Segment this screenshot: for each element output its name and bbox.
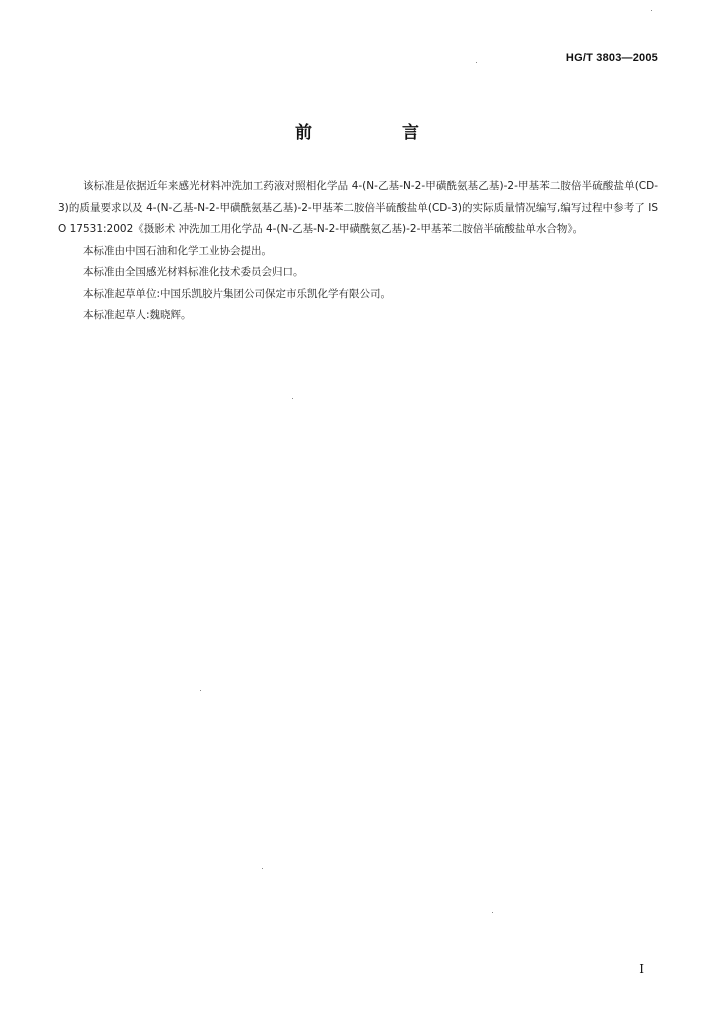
paragraph-drafting-unit: 本标准起草单位:中国乐凯胶片集团公司保定市乐凯化学有限公司。: [83, 287, 392, 300]
paragraph-drafter: 本标准起草人:魏晓辉。: [83, 309, 192, 321]
standard-code: HG/T 3803—2005: [565, 52, 658, 64]
page-title: 前 言: [295, 123, 461, 143]
scan-speck: [651, 10, 652, 11]
scan-speck: [200, 690, 201, 691]
scan-speck: [262, 868, 263, 869]
scan-speck: [492, 912, 493, 913]
page-number: I: [639, 962, 644, 976]
paragraph-proposer: 本标准由中国石油和化学工业协会提出。: [83, 244, 272, 257]
scan-speck: [292, 398, 293, 399]
paragraph-basis: 该标准是依据近年来感光材料冲洗加工药液对照相化学品 4-(N-乙基-N-2-甲磺酰氨基乙基)-2-甲基苯二胺倍半硫酸盐单(CD-3)的质量要求以及 4-(N-乙基-N-2-甲磺酰氨基乙基)-2-甲基苯二胺倍半硫酸盐单(CD-3)的实际质量情况编写,编写过程中参考了 ISO 17531:2002《摄影术 冲洗加工用化学品 4-(N-乙基-N-2-甲磺酰氨乙基)-2-甲基苯二胺倍半硫酸盐单水合物》。: [58, 180, 658, 235]
scan-speck: [476, 62, 477, 63]
paragraph-administrator: 本标准由全国感光材料标准化技术委员会归口。: [83, 266, 304, 278]
foreword-body: [58, 176, 658, 327]
